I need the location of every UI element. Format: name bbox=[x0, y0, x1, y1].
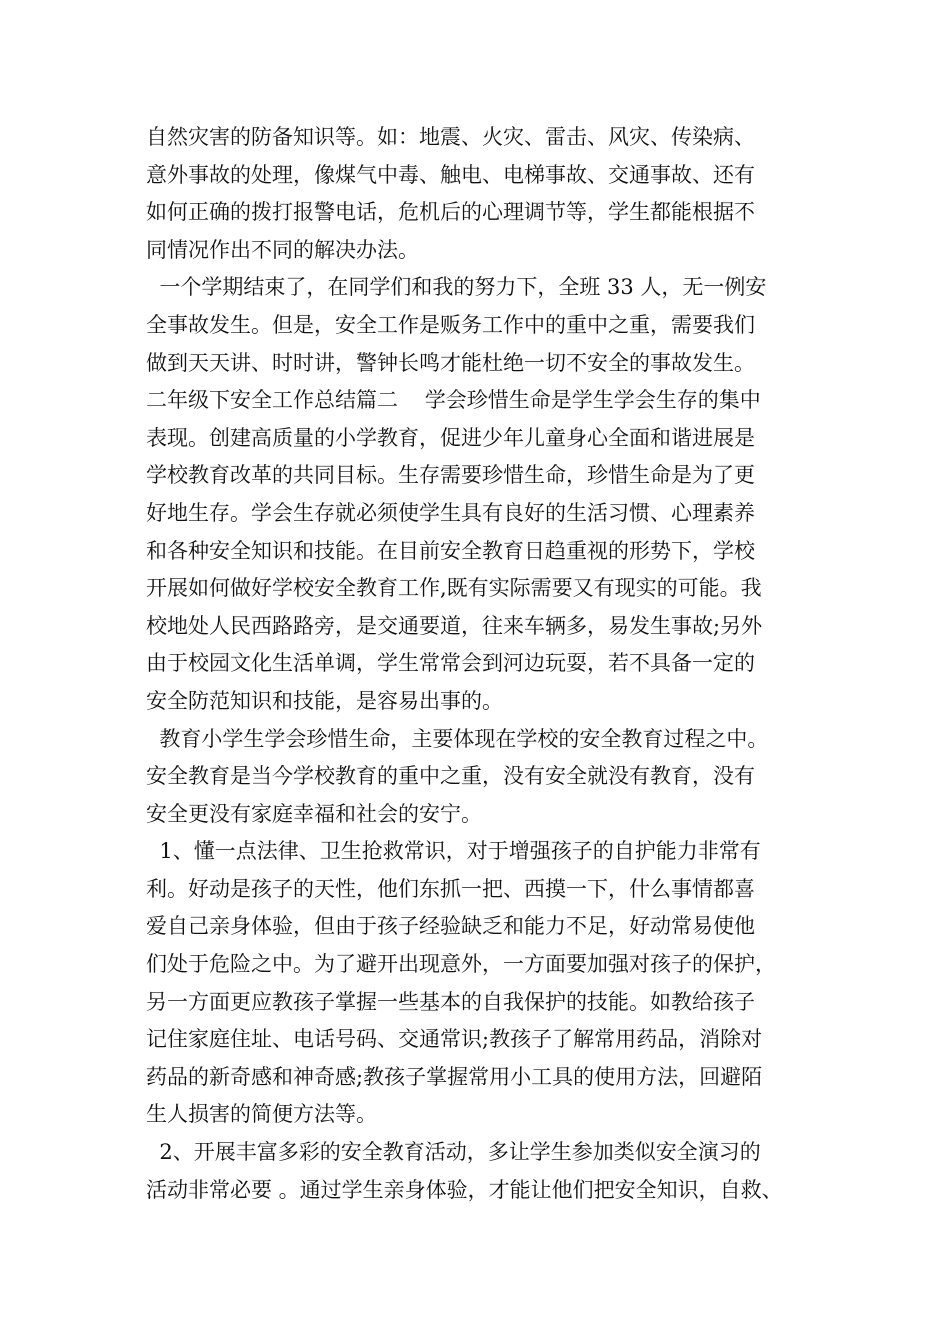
text-line: 同情况作出不同的解决办法。 bbox=[146, 237, 419, 262]
text-line: 好地生存。学会生存就必须使学生具有良好的生活习惯、心理素养 bbox=[146, 500, 755, 525]
text-line: 活动非常必要 。通过学生亲身体验，才能让他们把安全知识，自救、 bbox=[146, 1177, 783, 1202]
text-line: 全事故发生。但是，安全工作是贩务工作中的重中之重，需要我们 bbox=[146, 312, 755, 337]
text-line: 生人损害的简便方法等。 bbox=[146, 1102, 377, 1127]
text-line: 爱自己亲身体验，但由于孩子经验缺乏和能力不足，好动常易使他 bbox=[146, 914, 755, 939]
text-line: 做到天天讲、时时讲，警钟长鸣才能杜绝一切不安全的事故发生。 bbox=[146, 350, 755, 375]
text-line: 一个学期结束了，在同学们和我的努力下，全班 33 人，无一例安 bbox=[146, 275, 767, 300]
section-heading-line: 二年级下安全工作总结篇二 学会珍惜生命是学生学会生存的集中 bbox=[146, 388, 761, 413]
text-line: 开展如何做好学校安全教育工作,既有实际需要又有现实的可能。我 bbox=[146, 576, 762, 601]
text-line: 安全教育是当今学校教育的重中之重，没有安全就没有教育，没有 bbox=[146, 764, 755, 789]
text-line: 另一方面更应教孩子掌握一些基本的自我保护的技能。如教给孩子 bbox=[146, 989, 755, 1014]
text-line: 1、懂一点法律、卫生抢救常识，对于增强孩子的自护能力非常有 bbox=[146, 839, 761, 864]
text-line: 如何正确的拨打报警电话，危机后的心理调节等，学生都能根据不 bbox=[146, 200, 755, 225]
text-line: 由于校园文化生活单调，学生常常会到河边玩耍，若不具备一定的 bbox=[146, 651, 755, 676]
text-line: 安全更没有家庭幸福和社会的安宁。 bbox=[146, 801, 482, 826]
text-line: 教育小学生学会珍惜生命，主要体现在学校的安全教育过程之中。 bbox=[146, 726, 769, 751]
text-line: 药品的新奇感和神奇感;教孩子掌握常用小工具的使用方法，回避陌 bbox=[146, 1064, 763, 1089]
text-line: 利。好动是孩子的天性，他们东抓一把、西摸一下，什么事情都喜 bbox=[146, 876, 755, 901]
text-line: 安全防范知识和技能，是容易出事的。 bbox=[146, 688, 503, 713]
text-line: 意外事故的处理，像煤气中毒、触电、电梯事故、交通事故、还有 bbox=[146, 162, 755, 187]
text-line: 记住家庭住址、电话号码、交通常识;教孩子了解常用药品，消除对 bbox=[146, 1027, 763, 1052]
text-line: 2、开展丰富多彩的安全教育活动，多让学生参加类似安全演习的 bbox=[146, 1140, 761, 1165]
text-line: 校地处人民西路路旁，是交通要道，往来车辆多，易发生事故;另外 bbox=[146, 613, 763, 638]
document-body bbox=[146, 119, 836, 1209]
text-line: 学校教育改革的共同目标。生存需要珍惜生命，珍惜生命是为了更 bbox=[146, 463, 755, 488]
text-line: 和各种安全知识和技能。在目前安全教育日趋重视的形势下，学校 bbox=[146, 538, 755, 563]
text-line: 们处于危险之中。为了避开出现意外，一方面要加强对孩子的保护， bbox=[146, 952, 776, 977]
text-line: 自然灾害的防备知识等。如：地震、火灾、雷击、风灾、传染病、 bbox=[146, 125, 755, 149]
text-line: 表现。创建高质量的小学教育，促进少年儿童身心全面和谐进展是 bbox=[146, 425, 755, 450]
